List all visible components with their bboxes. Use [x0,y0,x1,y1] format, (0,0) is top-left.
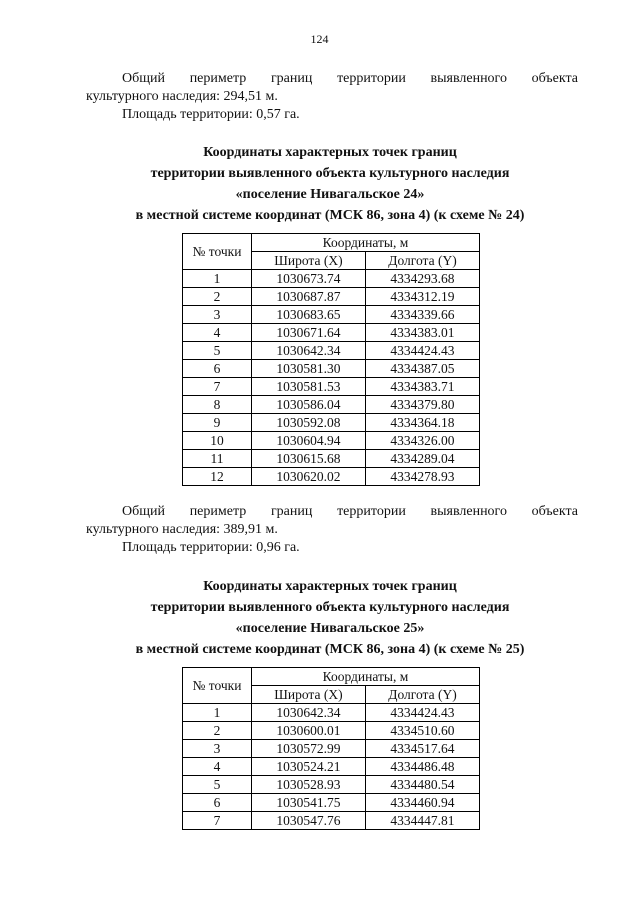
cell-latitude: 1030615.68 [251,450,365,468]
cell-point-number: 4 [183,324,252,342]
area-text-1: Площадь территории: 0,57 га. [122,107,300,122]
cell-longitude: 4334312.19 [365,288,479,306]
header-latitude: Широта (X) [251,686,365,704]
cell-latitude: 1030528.93 [251,776,365,794]
cell-point-number: 2 [183,722,252,740]
heading-24-line-4: в местной системе координат (МСК 86, зона 4) (к схеме № 24) [135,208,525,223]
table-header-row [183,668,480,686]
area-text-24: Площадь территории: 0,96 га. [122,540,300,555]
cell-longitude: 4334278.93 [365,468,479,486]
cell-latitude: 1030524.21 [251,758,365,776]
cell-latitude: 1030683.65 [251,306,365,324]
perimeter-text-1: Общий периметр границ территории выявленного объекта [122,71,578,86]
header-coordinates: Координаты, м [251,234,479,252]
cell-point-number: 5 [183,342,252,360]
cell-longitude: 4334293.68 [365,270,479,288]
table-row [183,704,480,722]
heading-25-line-3: «поселение Нивагальское 25» [235,621,425,636]
table-row [183,432,480,450]
table-row [183,288,480,306]
table-row [183,758,480,776]
table-row [183,450,480,468]
cell-point-number: 4 [183,758,252,776]
perimeter-text-24-cont: культурного наследия: 389,91 м. [86,522,278,537]
cell-point-number: 3 [183,306,252,324]
coordinates-table-24 [182,233,480,486]
perimeter-text-24: Общий периметр границ территории выявленного объекта [122,504,578,519]
cell-latitude: 1030642.34 [251,704,365,722]
cell-latitude: 1030592.08 [251,414,365,432]
cell-longitude: 4334480.54 [365,776,479,794]
table-row [183,722,480,740]
cell-point-number: 6 [183,794,252,812]
heading-25-line-1: Координаты характерных точек границ [203,579,457,594]
table-body-25 [183,704,480,830]
table-row [183,360,480,378]
table-row [183,794,480,812]
coordinates-table-25 [182,667,480,830]
cell-point-number: 11 [183,450,252,468]
cell-point-number: 1 [183,704,252,722]
table-row [183,270,480,288]
table-row [183,468,480,486]
perimeter-paragraph-1 [86,70,578,106]
cell-longitude: 4334424.43 [365,704,479,722]
cell-longitude: 4334387.05 [365,360,479,378]
table-row [183,414,480,432]
cell-longitude: 4334383.71 [365,378,479,396]
cell-latitude: 1030687.87 [251,288,365,306]
table-header-row [183,234,480,252]
cell-point-number: 1 [183,270,252,288]
cell-longitude: 4334517.64 [365,740,479,758]
cell-point-number: 2 [183,288,252,306]
cell-point-number: 7 [183,812,252,830]
table-row [183,812,480,830]
table-row [183,306,480,324]
table-row [183,740,480,758]
header-point-number: № точки [183,668,252,704]
heading-24 [60,142,600,226]
table-row [183,776,480,794]
cell-longitude: 4334364.18 [365,414,479,432]
cell-point-number: 6 [183,360,252,378]
heading-24-line-1: Координаты характерных точек границ [203,145,457,160]
cell-point-number: 10 [183,432,252,450]
cell-longitude: 4334289.04 [365,450,479,468]
cell-longitude: 4334486.48 [365,758,479,776]
cell-point-number: 9 [183,414,252,432]
cell-point-number: 8 [183,396,252,414]
cell-point-number: 5 [183,776,252,794]
table-row [183,396,480,414]
cell-latitude: 1030604.94 [251,432,365,450]
cell-point-number: 3 [183,740,252,758]
cell-latitude: 1030581.53 [251,378,365,396]
cell-longitude: 4334460.94 [365,794,479,812]
page-number: 124 [310,32,329,46]
cell-latitude: 1030671.64 [251,324,365,342]
heading-25-line-2: территории выявленного объекта культурного наследия [150,600,510,615]
table-body-24 [183,270,480,486]
cell-longitude: 4334424.43 [365,342,479,360]
heading-25-line-4: в местной системе координат (МСК 86, зона 4) (к схеме № 25) [135,642,525,657]
perimeter-paragraph-24 [86,503,578,539]
heading-25 [60,576,600,660]
header-latitude: Широта (X) [251,252,365,270]
cell-longitude: 4334326.00 [365,432,479,450]
header-point-number: № точки [183,234,252,270]
cell-latitude: 1030581.30 [251,360,365,378]
table-row [183,342,480,360]
cell-latitude: 1030673.74 [251,270,365,288]
table-row [183,378,480,396]
cell-longitude: 4334447.81 [365,812,479,830]
header-longitude: Долгота (Y) [365,686,479,704]
cell-longitude: 4334339.66 [365,306,479,324]
cell-latitude: 1030600.01 [251,722,365,740]
header-longitude: Долгота (Y) [365,252,479,270]
cell-latitude: 1030541.75 [251,794,365,812]
cell-point-number: 7 [183,378,252,396]
cell-latitude: 1030620.02 [251,468,365,486]
cell-point-number: 12 [183,468,252,486]
perimeter-text-1-cont: культурного наследия: 294,51 м. [86,89,278,104]
cell-latitude: 1030586.04 [251,396,365,414]
cell-latitude: 1030547.76 [251,812,365,830]
heading-24-line-3: «поселение Нивагальское 24» [235,187,425,202]
cell-latitude: 1030642.34 [251,342,365,360]
cell-latitude: 1030572.99 [251,740,365,758]
cell-longitude: 4334379.80 [365,396,479,414]
table-row [183,324,480,342]
cell-longitude: 4334510.60 [365,722,479,740]
heading-24-line-2: территории выявленного объекта культурного наследия [150,166,510,181]
header-coordinates: Координаты, м [251,668,479,686]
cell-longitude: 4334383.01 [365,324,479,342]
